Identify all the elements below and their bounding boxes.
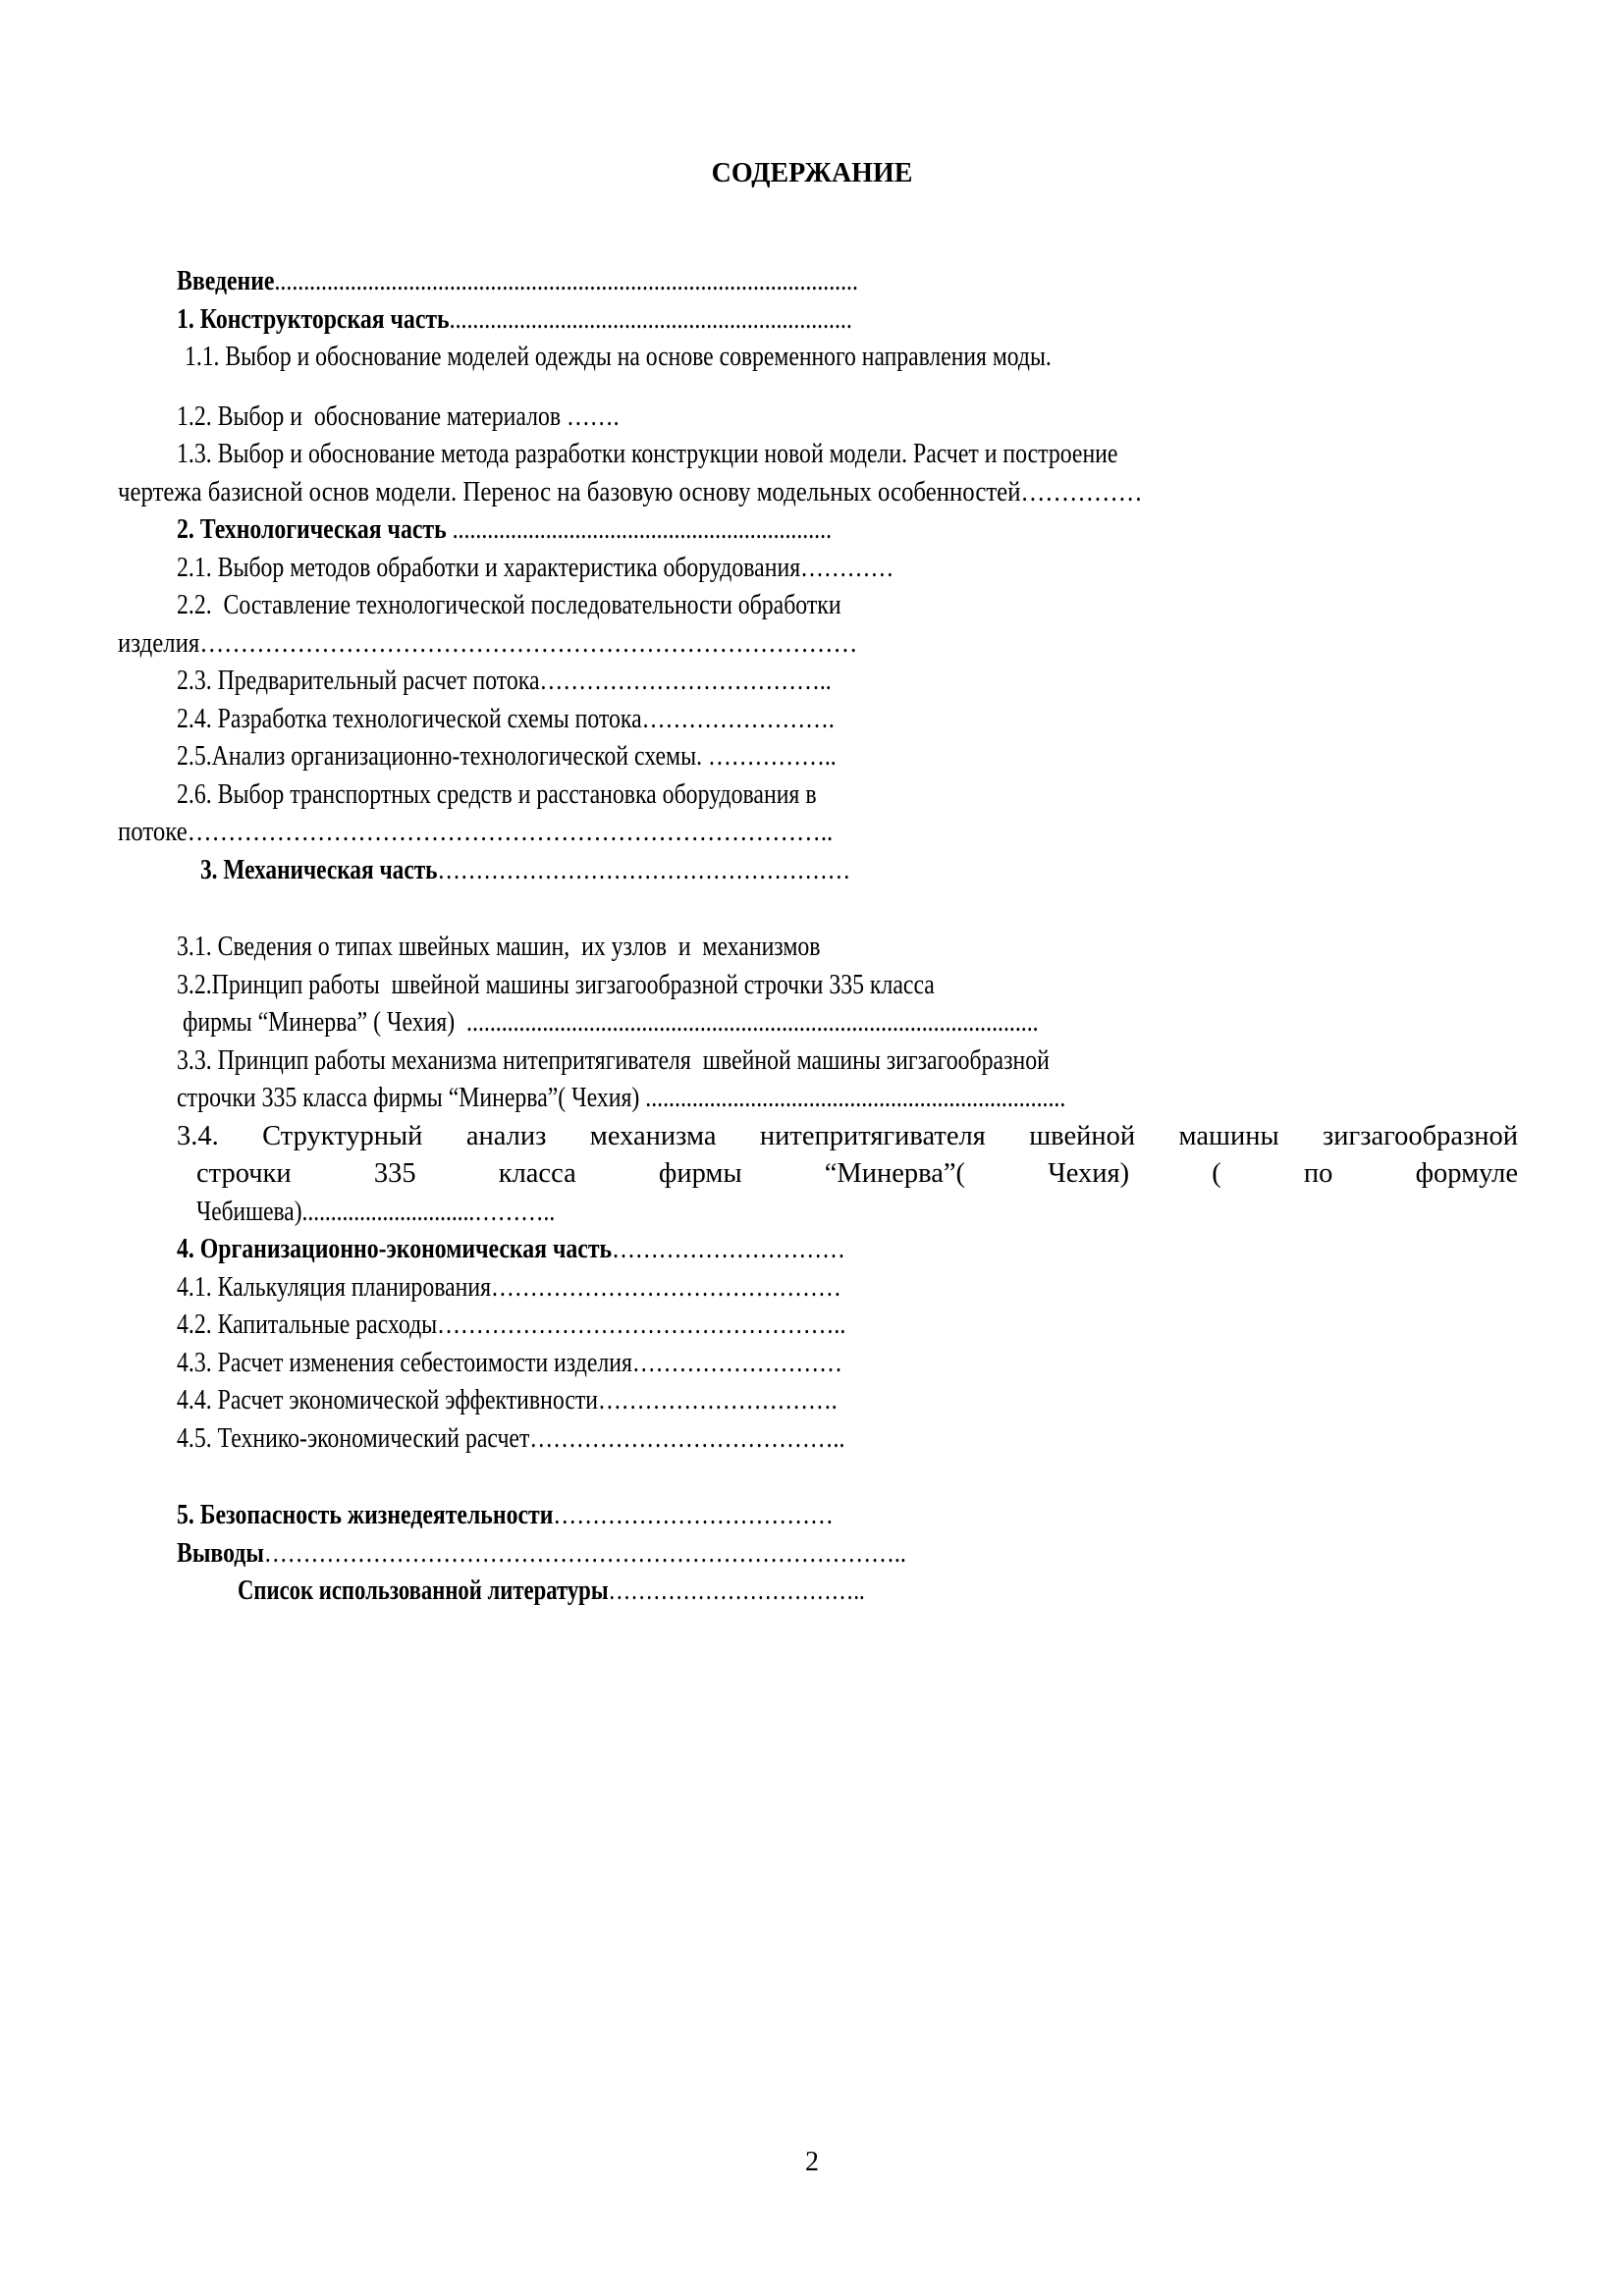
toc-entry-4-2: 4.2. Капитальные расходы…………………………………………….. (177, 1309, 846, 1340)
toc-entry-1-3-line1: 1.3. Выбор и обоснование метода разработки конструкции новой модели. Расчет и построение (177, 439, 1118, 469)
toc-word: 3.4. (177, 1120, 219, 1151)
toc-entry-label: 3. Механическая часть (200, 854, 438, 885)
toc-word: зигзагообразной (1323, 1120, 1519, 1151)
toc-entry-3-3-line1: 3.3. Принцип работы механизма нитепритягивателя швейной машины зигзагообразной (177, 1044, 1050, 1076)
toc-word: анализ (465, 1120, 547, 1151)
toc-entry-2-2-line2: изделия……………………………………………………………………… (118, 627, 858, 659)
toc-entry-label: 5. Безопасность жизнедеятельности (177, 1500, 554, 1530)
toc-leader: ..................................................................... (449, 303, 852, 335)
toc-entry-1-2: 1.2. Выбор и обоснование материалов ……. (177, 400, 620, 432)
toc-entry-3-2-line2: фирмы “Минерва” ( Чехия) .................................................................................................. (177, 1007, 1039, 1038)
spacer (0, 377, 1624, 399)
toc-entry-3-4-line2 (196, 1155, 1518, 1194)
toc-entry-section-5 (177, 1497, 1532, 1535)
toc-entry-2-5: 2.5.Анализ организационно-технологической схемы. …………….. (177, 741, 837, 772)
toc-word: фирмы (658, 1158, 742, 1189)
toc-entry-section-4 (177, 1231, 1532, 1269)
toc-entry-2-4: 2.4. Разработка технологической схемы потока……………………. (177, 703, 835, 734)
toc-entry-literature (238, 1573, 1532, 1611)
toc-entry-4-4: 4.4. Расчет экономической эффективности…………………………. (177, 1385, 838, 1415)
toc-word: “Минерва”( (824, 1158, 966, 1189)
toc-word: швейной (1029, 1120, 1136, 1151)
toc-entry-section-3 (200, 852, 1532, 890)
toc-entry-2-1: 2.1. Выбор методов обработки и характеристика оборудования………… (177, 552, 894, 583)
toc-leader: ……………………………………………… (437, 854, 851, 885)
toc-entry-section-2 (177, 511, 1532, 550)
spacer (0, 889, 1624, 929)
toc-entry-label: Введение (177, 266, 275, 296)
toc-entry-4-5: 4.5. Технико-экономический расчет………………………………….. (177, 1422, 845, 1454)
toc-entry-label: 2. Технологическая часть (177, 514, 453, 545)
toc-word: ( (1212, 1158, 1221, 1189)
toc-entry-2-6-line2: потоке…………………………………………………………………….. (118, 817, 834, 847)
toc-entry-1-3-line2: чертежа базисной основ модели. Перенос на базовую основу модельных особенностей…………… (118, 476, 1143, 507)
toc-entry-section-1 (177, 301, 1532, 340)
toc-word: нитепритягивателя (759, 1120, 986, 1151)
toc-entry-3-4-line3: Чебишева)..............................……….. (196, 1196, 556, 1227)
toc-word: формуле (1415, 1158, 1519, 1189)
toc-word: механизма (589, 1120, 717, 1151)
toc-entry-4-1: 4.1. Калькуляция планирования……………………………………… (177, 1271, 841, 1303)
toc-word: строчки (196, 1158, 292, 1189)
toc-entry-2-6-line1: 2.6. Выбор транспортных средств и расстановка оборудования в (177, 778, 817, 810)
toc-word: Чехия) (1048, 1158, 1130, 1189)
table-of-contents (0, 263, 1624, 1611)
toc-entry-label: 1. Конструкторская часть (177, 303, 450, 335)
spacer (0, 1458, 1624, 1497)
toc-word: по (1303, 1158, 1333, 1189)
toc-word: машины (1178, 1120, 1279, 1151)
toc-entry-3-4-line1 (177, 1118, 1518, 1156)
toc-leader: .................................................................................................... (274, 266, 858, 296)
toc-entry-2-2-line1: 2.2. Составление технологической последовательности обработки (177, 590, 841, 620)
page-title: СОДЕРЖАНИЕ (711, 158, 913, 188)
toc-leader: ……………………………………………………………………….. (263, 1537, 906, 1569)
toc-leader: …………………………….. (608, 1575, 865, 1606)
toc-entry-label: 4. Организационно-экономическая часть (177, 1234, 613, 1264)
toc-entry-3-3-line2: строчки 335 класса фирмы “Минерва”( Чехия) ........................................................................ (177, 1083, 1066, 1113)
toc-entry-intro (177, 263, 1532, 301)
toc-entry-3-1: 3.1. Сведения о типах швейных машин, их узлов и механизмов (177, 932, 821, 962)
toc-entry-label: Список использованной литературы (238, 1575, 609, 1606)
toc-entry-label: Выводы (177, 1537, 264, 1569)
toc-leader: ................................................................. (452, 514, 833, 545)
toc-leader: ………………………… (612, 1234, 845, 1264)
toc-word: класса (498, 1158, 576, 1189)
toc-word: Структурный (262, 1120, 423, 1151)
toc-entry-4-3: 4.3. Расчет изменения себестоимости изделия……………………… (177, 1347, 842, 1378)
toc-entry-3-2-line1: 3.2.Принцип работы швейной машины зигзагообразной строчки 335 класса (177, 969, 935, 1000)
page-number: 2 (805, 2147, 819, 2177)
toc-leader: ……………………………… (553, 1500, 834, 1530)
toc-word: 335 (373, 1158, 416, 1189)
toc-entry-1-1: 1.1. Выбор и обоснование моделей одежды на основе современного направления моды. (185, 342, 1052, 372)
toc-entry-conclusions (177, 1535, 1532, 1574)
toc-entry-2-3: 2.3. Предварительный расчет потока……………………………….. (177, 666, 832, 696)
